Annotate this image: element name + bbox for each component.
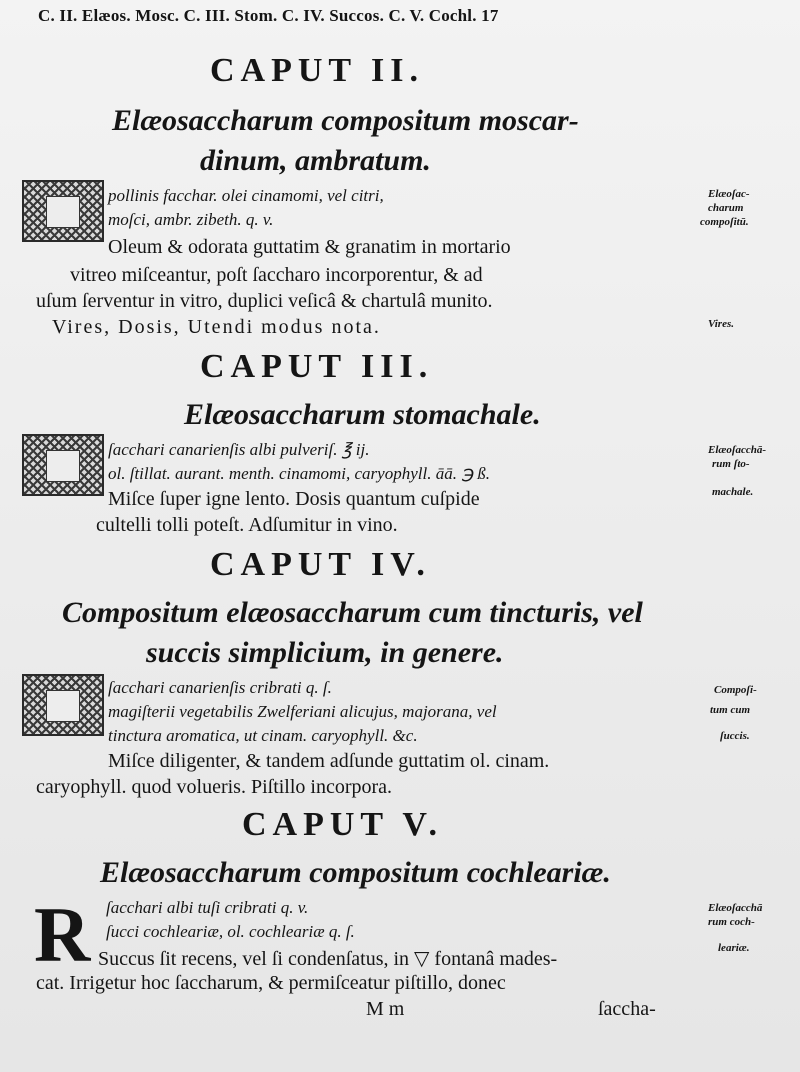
caput-5-heading: CAPUT V.	[242, 806, 444, 843]
catchword: ſaccha-	[598, 998, 656, 1020]
running-head: C. II. Elæos. Mosc. C. III. Stom. C. IV. Succos. C. V. Cochl. 17	[38, 6, 499, 25]
caput-5-title: Elæosaccharum compositum cochleariæ.	[100, 856, 611, 889]
caput-2-body-line-4: Vires, Dosis, Utendi modus nota.	[52, 316, 381, 338]
caput-5-recipe-line-1: ſacchari albi tuſi cribrati q. v.	[106, 898, 309, 917]
caput-2-margin-note-2: charum	[708, 202, 744, 214]
caput-3-margin-note-3: machale.	[712, 486, 754, 498]
caput-3-body-line-2: cultelli tolli poteſt. Adſumitur in vino.	[96, 514, 398, 536]
caput-3-heading: CAPUT III.	[200, 348, 434, 385]
caput-5-recipe-line-2: ſucci cochleariæ, ol. cochleariæ q. ſ.	[106, 922, 355, 941]
caput-5-body-line-2: cat. Irrigetur hoc ſaccharum, & permiſceatur piſtillo, donec	[36, 972, 506, 994]
signature-mark: M m	[366, 998, 405, 1020]
caput-3-body-line-1: Miſce ſuper igne lento. Dosis quantum cuſpide	[108, 488, 480, 510]
caput-3-recipe-line-1: ſacchari canarienſis albi pulveriſ. ℥ ij.	[108, 440, 370, 459]
caput-2-heading: CAPUT II.	[210, 52, 424, 89]
caput-2-body-line-2: vitreo miſceantur, poſt ſaccharo incorporentur, & ad	[70, 264, 483, 286]
caput-4-body-line-2: caryophyll. quod volueris. Piſtillo incorpora.	[36, 776, 393, 798]
caput-4-margin-note-3: ſuccis.	[720, 730, 750, 742]
caput-4-margin-note-2: tum cum	[710, 704, 751, 716]
caput-2-recipe-line-2: moſci, ambr. zibeth. q. v.	[108, 210, 274, 229]
caput-4-recipe-line-3: tinctura aromatica, ut cinam. caryophyll. &c.	[108, 726, 418, 745]
caput-2-title-line-1: Elæosaccharum compositum moscar-	[112, 104, 579, 137]
caput-2-margin-note-4: Vires.	[708, 318, 734, 330]
caput-4-recipe-line-1: ſacchari canarienſis cribrati q. ſ.	[108, 678, 332, 697]
caput-4-recipe-line-2: magiſterii vegetabilis Zwelferiani alicujus, majorana, vel	[108, 702, 497, 721]
caput-4-title-line-2: succis simplicium, in genere.	[146, 636, 504, 669]
woodcut-initial-ornament	[22, 434, 104, 496]
woodcut-initial-ornament	[22, 674, 104, 736]
caput-2-body-line-3: uſum ſerventur in vitro, duplici veſicâ & chartulâ munito.	[36, 290, 493, 312]
caput-3-recipe-line-2: ol. ſtillat. aurant. menth. cinamomi, caryophyll. āā. ℈ ß.	[108, 464, 491, 483]
caput-5-margin-note-1: Elæoſacchā	[708, 902, 763, 914]
caput-4-margin-note-1: Compoſi-	[714, 684, 757, 696]
caput-2-margin-note-1: Elæoſac-	[708, 188, 750, 200]
caput-5-margin-note-2: rum coch-	[708, 916, 755, 928]
caput-2-body-line-1: Oleum & odorata guttatim & granatim in mortario	[108, 236, 511, 258]
woodcut-initial-ornament	[22, 180, 104, 242]
caput-3-margin-note-2: rum ſto-	[712, 458, 750, 470]
caput-5-body-line-1: Succus ſit recens, vel ſi condenſatus, in ▽ fontanâ mades-	[98, 948, 558, 970]
caput-3-title: Elæosaccharum stomachale.	[184, 398, 541, 431]
caput-2-margin-note-3: compoſitū.	[700, 216, 749, 228]
caput-4-title-line-1: Compositum elæosaccharum cum tincturis, vel	[62, 596, 643, 629]
caput-3-margin-note-1: Elæoſacchā-	[708, 444, 767, 456]
caput-4-body-line-1: Miſce diligenter, & tandem adſunde guttatim ol. cinam.	[108, 750, 550, 772]
caput-4-heading: CAPUT IV.	[210, 546, 431, 583]
caput-2-title-line-2: dinum, ambratum.	[200, 144, 431, 177]
caput-5-margin-note-3: leariæ.	[718, 942, 750, 954]
caput-2-recipe-line-1: pollinis facchar. olei cinamomi, vel citri,	[108, 186, 384, 205]
drop-capital-initial: R	[34, 891, 91, 978]
